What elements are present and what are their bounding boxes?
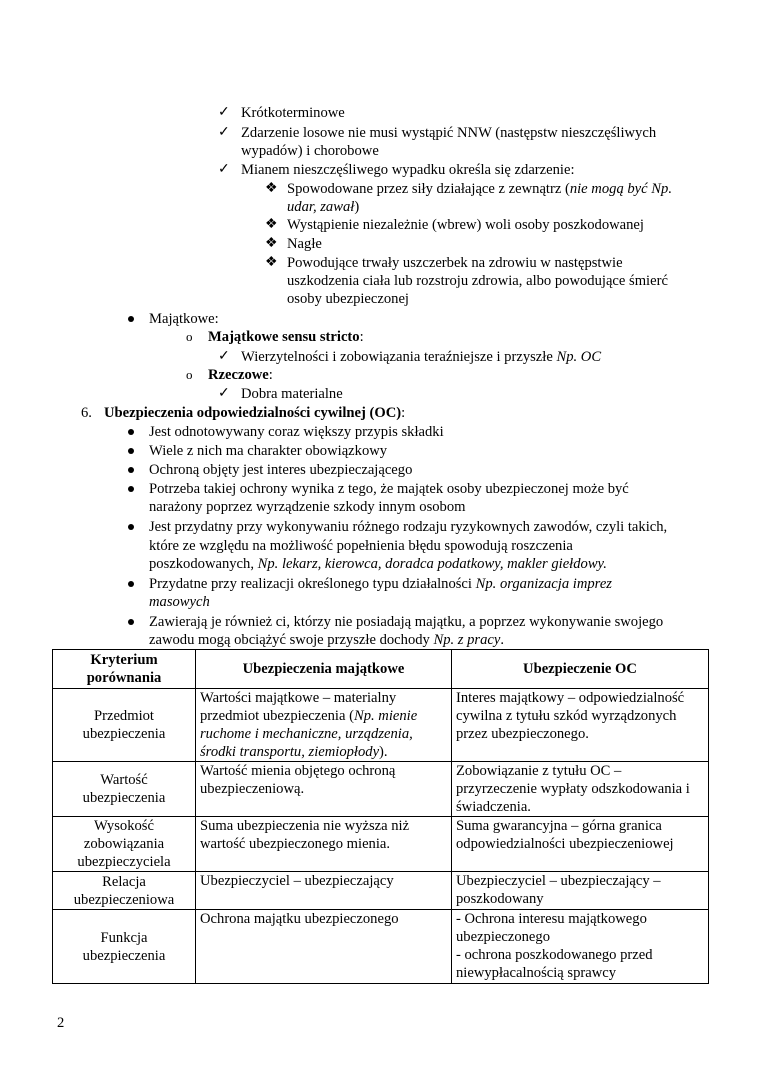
list-item: Wierzytelności i zobowiązania teraźniejsze i przyszłe Np. OC <box>241 349 602 365</box>
bullet-icon <box>128 316 134 322</box>
list-item: Wiele z nich ma charakter obowiązkowy <box>149 443 388 459</box>
bullet-icon <box>128 524 134 530</box>
list-item: Potrzeba takiej ochrony wynika z tego, że majątek osoby ubezpieczonej może być <box>149 481 629 497</box>
list-item-continuation: poszkodowanych, Np. lekarz, kierowca, doradca podatkowy, makler giełdowy. <box>149 556 607 572</box>
table-header-row <box>53 650 709 689</box>
list-item: Jest odnotowywany coraz większy przypis składki <box>149 424 444 440</box>
table-cell: Wartości majątkowe – materialny przedmiot ubezpieczenia (Np. mienie ruchome i mechaniczne, urządzenia, środki transportu, ziemiopłody). <box>196 689 452 762</box>
bullet-icon <box>128 467 134 473</box>
table-cell-criterion: Wartość ubezpieczenia <box>53 762 196 817</box>
list-item: Wystąpienie niezależnie (wbrew) woli osoby poszkodowanej <box>287 217 644 233</box>
table-row <box>53 910 709 984</box>
table-header-cell: Ubezpieczenia majątkowe <box>196 650 452 689</box>
table-cell: Ubezpieczyciel – ubezpieczający <box>196 872 452 910</box>
list-item-heading: Rzeczowe: <box>208 367 273 383</box>
checkmark-icon: ✓ <box>218 162 230 177</box>
bullet-icon <box>128 619 134 625</box>
list-item: Powodujące trwały uszczerbek na zdrowiu w następstwie <box>287 255 623 271</box>
diamond-bullet-icon: ❖ <box>265 255 278 270</box>
diamond-bullet-icon: ❖ <box>265 181 278 196</box>
list-item: Dobra materialne <box>241 386 343 402</box>
list-item: Zawierają je również ci, którzy nie posiadają majątku, a poprzez wykonywanie swojego <box>149 614 664 630</box>
table-cell-criterion: Wysokość zobowiązania ubezpieczyciela <box>53 817 196 872</box>
table-cell: Zobowiązanie z tytułu OC – przyrzeczenie wypłaty odszkodowania i świadczenia. <box>452 762 709 817</box>
list-item-continuation: uszkodzenia ciała lub rozstroju zdrowia, albo powodujące śmierć <box>287 273 668 289</box>
table-header-cell: Ubezpieczenie OC <box>452 650 709 689</box>
list-item-continuation: masowych <box>149 594 210 610</box>
list-item-continuation: zawodu mogą obciążyć swoje przyszłe dochody Np. z pracy. <box>149 632 505 648</box>
table-cell: - Ochrona interesu majątkowego ubezpieczonego - ochrona poszkodowanego przed niewypłacalnością sprawcy <box>452 910 709 984</box>
table-cell: Interes majątkowy – odpowiedzialność cywilna z tytułu szkód wyrządzonych przez ubezpieczonego. <box>452 689 709 762</box>
checkmark-icon: ✓ <box>218 105 230 120</box>
checkmark-icon: ✓ <box>218 125 230 140</box>
list-item: Majątkowe: <box>149 311 219 327</box>
bullet-icon <box>128 581 134 587</box>
list-item: Mianem nieszczęśliwego wypadku określa się zdarzenie: <box>241 162 575 178</box>
table-header-cell: Kryterium porównania <box>53 650 196 689</box>
list-item-continuation: osoby ubezpieczonej <box>287 291 409 307</box>
table-row <box>53 689 709 762</box>
page-number: 2 <box>57 1015 65 1031</box>
list-item: Spowodowane przez siły działające z zewnątrz (nie mogą być Np. <box>287 181 672 197</box>
list-item-continuation: narażony poprzez wyrządzenie szkody innym osobom <box>149 499 466 515</box>
list-item: Przydatne przy realizacji określonego typu działalności Np. organizacja imprez <box>149 576 612 592</box>
table-row <box>53 872 709 910</box>
table-cell: Wartość mienia objętego ochroną ubezpieczeniową. <box>196 762 452 817</box>
section-number: 6. <box>81 405 92 421</box>
table-row <box>53 817 709 872</box>
circle-bullet-icon: o <box>186 367 193 382</box>
table-cell: Ochrona majątku ubezpieczonego <box>196 910 452 984</box>
diamond-bullet-icon: ❖ <box>265 217 278 232</box>
list-item: Jest przydatny przy wykonywaniu różnego rodzaju ryzykownych zawodów, czyli takich, <box>149 519 668 535</box>
bullet-icon <box>128 429 134 435</box>
checkmark-icon: ✓ <box>218 386 230 401</box>
list-item: Krótkoterminowe <box>241 105 345 121</box>
table-cell: Ubezpieczyciel – ubezpieczający – poszkodowany <box>452 872 709 910</box>
bullet-icon <box>128 486 134 492</box>
section-title: Ubezpieczenia odpowiedzialności cywilnej (OC): <box>104 405 406 421</box>
table-cell-criterion: Relacja ubezpieczeniowa <box>53 872 196 910</box>
list-item-continuation: wypadów) i chorobowe <box>241 143 379 159</box>
table-row <box>53 762 709 817</box>
circle-bullet-icon: o <box>186 329 193 344</box>
bullet-icon <box>128 448 134 454</box>
table-cell: Suma gwarancyjna – górna granica odpowiedzialności ubezpieczeniowej <box>452 817 709 872</box>
list-item: Ochroną objęty jest interes ubezpieczającego <box>149 462 413 478</box>
list-item-continuation: udar, zawał) <box>287 199 360 215</box>
list-item: Zdarzenie losowe nie musi wystąpić NNW (następstw nieszczęśliwych <box>241 125 657 141</box>
list-item-heading: Majątkowe sensu stricto: <box>208 329 364 345</box>
comparison-table <box>52 649 709 984</box>
table-cell-criterion: Przedmiot ubezpieczenia <box>53 689 196 762</box>
table-cell-criterion: Funkcja ubezpieczenia <box>53 910 196 984</box>
list-item-continuation: które ze względu na możliwość popełnienia błędu spowodują roszczenia <box>149 538 573 554</box>
diamond-bullet-icon: ❖ <box>265 236 278 251</box>
list-item: Nagłe <box>287 236 322 252</box>
table-cell: Suma ubezpieczenia nie wyższa niż wartość ubezpieczonego mienia. <box>196 817 452 872</box>
checkmark-icon: ✓ <box>218 349 230 364</box>
